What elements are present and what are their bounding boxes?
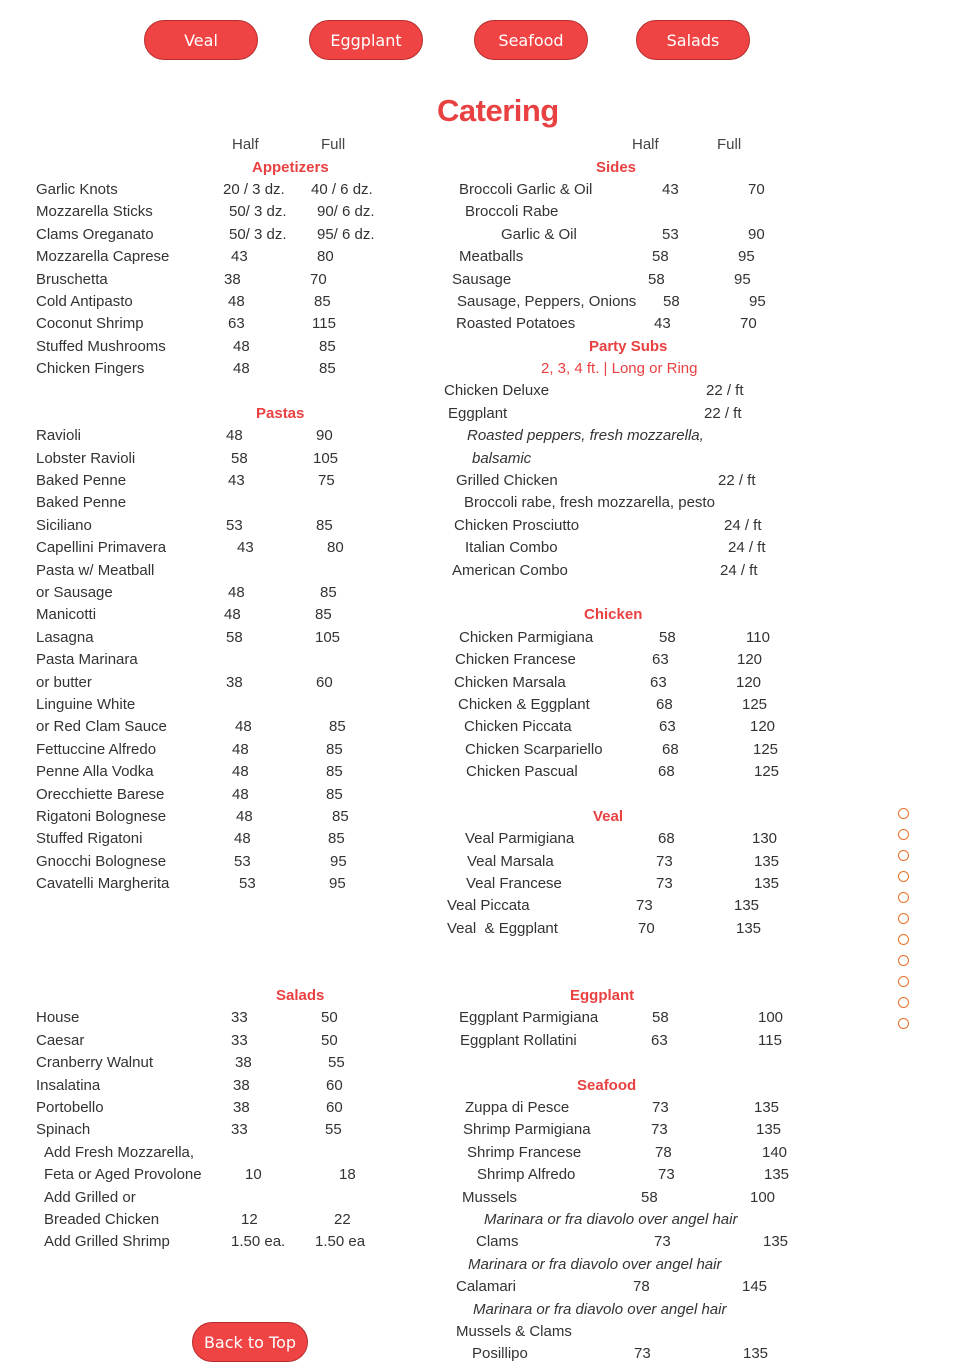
menu-item-name: Veal Francese <box>466 875 562 892</box>
menu-item-full: 95 <box>330 853 347 870</box>
menu-item-name: Eggplant <box>448 405 508 422</box>
menu-item-full: 85 <box>314 293 331 310</box>
menu-item-full: 85 <box>320 584 337 601</box>
menu-item-half: 73 <box>634 1345 651 1362</box>
menu-item-full: 85 <box>319 338 336 355</box>
left-full-header: Full <box>321 136 346 153</box>
menu-item-half: 53 <box>239 875 256 892</box>
menu-item-full: 60 <box>326 1077 343 1094</box>
menu-item-half: 73 <box>636 897 653 914</box>
menu-item-full: 70 <box>310 271 327 288</box>
menu-item-full: 100 <box>750 1189 776 1206</box>
left-half-header: Half <box>232 136 259 153</box>
menu-item-full: 95/ 6 dz. <box>317 226 375 243</box>
menu-item-full: 120 <box>750 718 776 735</box>
menu-item-half: 73 <box>654 1233 671 1250</box>
seafood-heading: Seafood <box>577 1077 637 1094</box>
menu-item-full: 60 <box>326 1099 343 1116</box>
menu-item-full: 115 <box>758 1032 782 1049</box>
menu-item-half: 73 <box>651 1121 668 1138</box>
menu-item-name: Insalatina <box>36 1077 101 1094</box>
right-full-header: Full <box>717 136 742 153</box>
back-to-top-button[interactable]: Back to Top <box>192 1322 308 1362</box>
eggplant-heading: Eggplant <box>570 987 635 1004</box>
menu-item-name: Italian Combo <box>465 539 558 556</box>
menu-item-full: 85 <box>329 718 346 735</box>
menu-item-full: 135 <box>756 1121 782 1138</box>
menu-item-full: 125 <box>742 696 768 713</box>
menu-item-half: 73 <box>652 1099 669 1116</box>
veal-nav-button[interactable]: Veal <box>144 20 258 60</box>
menu-item-full: 120 <box>736 674 762 691</box>
menu-item-half: 58 <box>226 629 243 646</box>
menu-item-full: 85 <box>332 808 349 825</box>
menu-item-name: or Sausage <box>36 584 113 601</box>
menu-item-full: 95 <box>329 875 346 892</box>
menu-item-name: Ravioli <box>36 427 82 444</box>
menu-item-half: 43 <box>662 181 679 198</box>
salads-nav-button[interactable]: Salads <box>636 20 750 60</box>
menu-item-full: 18 <box>339 1166 356 1183</box>
chicken-heading: Chicken <box>584 606 643 623</box>
menu-item-description: Roasted peppers, fresh mozzarella, <box>467 427 704 444</box>
menu-item-full: 50 <box>321 1032 338 1049</box>
menu-item-half: 58 <box>231 450 248 467</box>
menu-item-half: 58 <box>663 293 680 310</box>
menu-item-name: Baked Penne <box>36 494 127 511</box>
menu-item-price: 22 / ft <box>704 405 742 422</box>
menu-item-full: 95 <box>734 271 751 288</box>
menu-item-name: Shrimp Alfredo <box>477 1166 576 1183</box>
menu-item-half: 48 <box>236 808 253 825</box>
menu-item-name: Chicken Piccata <box>464 718 572 735</box>
menu-item-full: 135 <box>754 875 780 892</box>
menu-item-full: 55 <box>325 1121 342 1138</box>
menu-item-half: 38 <box>224 271 241 288</box>
menu-item-name: Chicken Parmigiana <box>459 629 594 646</box>
menu-item-name: Cavatelli Margherita <box>36 875 170 892</box>
menu-item-half: 58 <box>659 629 676 646</box>
menu-item-half: 63 <box>228 315 245 332</box>
menu-item-name: Add Fresh Mozzarella, <box>44 1144 195 1161</box>
menu-item-full: 1.50 ea <box>315 1233 366 1250</box>
menu-item-half: 78 <box>655 1144 672 1161</box>
menu-item-half: 53 <box>226 517 243 534</box>
pastas-heading: Pastas <box>256 405 305 422</box>
menu-item-half: 58 <box>652 1009 669 1026</box>
menu-item-name: Chicken Prosciutto <box>454 517 580 534</box>
menu-item-full: 80 <box>317 248 334 265</box>
menu-item-full: 115 <box>312 315 336 332</box>
section-anchor-dot-2[interactable] <box>898 829 909 840</box>
menu-item-name: American Combo <box>452 562 568 579</box>
menu-item-full: 90 <box>316 427 333 444</box>
menu-item-description: Marinara or fra diavolo over angel hair <box>484 1211 738 1228</box>
menu-item-half: 68 <box>658 763 675 780</box>
section-anchor-dot-5[interactable] <box>898 892 909 903</box>
menu-item-name: Cranberry Walnut <box>36 1054 153 1071</box>
menu-item-name: Gnocchi Bolognese <box>36 853 167 870</box>
menu-item-name: Sausage <box>452 271 512 288</box>
menu-item-full: 85 <box>326 786 343 803</box>
menu-item-full: 55 <box>328 1054 345 1071</box>
menu-item-half: 48 <box>234 830 251 847</box>
menu-item-full: 135 <box>754 1099 780 1116</box>
menu-item-half: 63 <box>650 674 667 691</box>
section-anchor-dot-1[interactable] <box>898 808 909 819</box>
section-anchor-dot-3[interactable] <box>898 850 909 861</box>
menu-item-full: 22 <box>334 1211 351 1228</box>
menu-item-half: 48 <box>226 427 243 444</box>
menu-item-name: Capellini Primavera <box>36 539 167 556</box>
page-title: Catering <box>437 93 559 128</box>
menu-item-description: Marinara or fra diavolo over angel hair <box>473 1301 727 1318</box>
section-anchor-dot-6[interactable] <box>898 913 909 924</box>
menu-item-full: 145 <box>742 1278 768 1295</box>
menu-item-name: Roasted Potatoes <box>456 315 576 332</box>
menu-item-name: Penne Alla Vodka <box>36 763 154 780</box>
menu-item-name: Chicken Francese <box>455 651 576 668</box>
menu-item-name: Stuffed Rigatoni <box>36 830 143 847</box>
menu-item-name: Eggplant Rollatini <box>460 1032 577 1049</box>
menu-item-name: Lobster Ravioli <box>36 450 136 467</box>
section-anchor-dot-9[interactable] <box>898 976 909 987</box>
menu-item-name: Garlic & Oil <box>501 226 577 243</box>
menu-item-full: 95 <box>738 248 755 265</box>
sides-heading: Sides <box>596 159 637 176</box>
menu-item-full: 135 <box>764 1166 790 1183</box>
menu-item-full: 125 <box>753 741 779 758</box>
menu-item-name: Linguine White <box>36 696 136 713</box>
menu-item-half: 48 <box>228 584 245 601</box>
menu-item-name: Shrimp Francese <box>467 1144 582 1161</box>
menu-item-name: Chicken Pascual <box>466 763 578 780</box>
menu-item-half: 73 <box>656 875 673 892</box>
menu-item-name: Bruschetta <box>36 271 108 288</box>
menu-item-half: 58 <box>641 1189 658 1206</box>
menu-item-half: 38 <box>233 1077 250 1094</box>
menu-item-name: Broccoli Rabe <box>465 203 559 220</box>
menu-item-half: 58 <box>648 271 665 288</box>
menu-item-name: Veal Parmigiana <box>465 830 575 847</box>
menu-item-full: 90 <box>748 226 765 243</box>
party-subs-heading: Party Subs <box>589 338 668 355</box>
menu-item-name: Fettuccine Alfredo <box>36 741 157 758</box>
menu-item-half: 48 <box>232 763 249 780</box>
menu-item-half: 58 <box>652 248 669 265</box>
menu-item-name: Lasagna <box>36 629 94 646</box>
menu-item-half: 48 <box>228 293 245 310</box>
menu-item-name: Calamari <box>456 1278 517 1295</box>
section-anchor-dot-11[interactable] <box>898 1018 909 1029</box>
menu-item-half: 12 <box>241 1211 258 1228</box>
menu-item-name: or butter <box>36 674 92 691</box>
menu-item-description: Broccoli rabe, fresh mozzarella, pesto <box>464 494 715 511</box>
menu-item-description: Marinara or fra diavolo over angel hair <box>468 1256 722 1273</box>
menu-item-full: 85 <box>315 606 332 623</box>
menu-item-full: 130 <box>752 830 778 847</box>
menu-item-half: 43 <box>654 315 671 332</box>
menu-item-name: Portobello <box>36 1099 104 1116</box>
menu-item-price: 22 / ft <box>718 472 756 489</box>
menu-item-half: 10 <box>245 1166 262 1183</box>
menu-item-half: 38 <box>235 1054 252 1071</box>
menu-item-full: 75 <box>318 472 335 489</box>
menu-item-half: 68 <box>658 830 675 847</box>
salads-heading: Salads <box>276 987 325 1004</box>
menu-item-half: 63 <box>659 718 676 735</box>
menu-item-full: 85 <box>328 830 345 847</box>
menu-item-name: Feta or Aged Provolone <box>44 1166 202 1183</box>
menu-item-price: 24 / ft <box>724 517 762 534</box>
menu-item-half: 48 <box>233 338 250 355</box>
menu-item-name: Broccoli Garlic & Oil <box>459 181 593 198</box>
menu-item-name: Shrimp Parmigiana <box>463 1121 591 1138</box>
menu-item-name: Add Grilled Shrimp <box>44 1233 170 1250</box>
menu-item-name: Coconut Shrimp <box>36 315 144 332</box>
menu-item-name: Stuffed Mushrooms <box>36 338 166 355</box>
menu-item-full: 135 <box>736 920 762 937</box>
menu-item-name: Orecchiette Barese <box>36 786 165 803</box>
menu-item-half: 48 <box>232 786 249 803</box>
menu-item-half: 33 <box>231 1009 248 1026</box>
menu-item-name: Mozzarella Caprese <box>36 248 170 265</box>
menu-item-half: 53 <box>234 853 251 870</box>
menu-item-name: Veal Piccata <box>447 897 530 914</box>
menu-item-full: 140 <box>762 1144 788 1161</box>
menu-item-half: 20 / 3 dz. <box>223 181 285 198</box>
menu-item-full: 95 <box>749 293 766 310</box>
menu-item-price: 24 / ft <box>720 562 758 579</box>
menu-item-name: Siciliano <box>36 517 92 534</box>
menu-item-half: 43 <box>237 539 254 556</box>
menu-item-full: 135 <box>754 853 780 870</box>
party-subs-subheading: 2, 3, 4 ft. | Long or Ring <box>541 360 698 377</box>
menu-item-full: 105 <box>315 629 341 646</box>
appetizers-heading: Appetizers <box>252 159 329 176</box>
section-anchor-dot-8[interactable] <box>898 955 909 966</box>
menu-item-half: 48 <box>233 360 250 377</box>
menu-item-name: House <box>36 1009 80 1026</box>
menu-item-half: 53 <box>662 226 679 243</box>
menu-item-half: 48 <box>224 606 241 623</box>
menu-item-full: 85 <box>326 741 343 758</box>
menu-item-half: 73 <box>658 1166 675 1183</box>
menu-item-name: Pasta Marinara <box>36 651 138 668</box>
menu-item-price: 22 / ft <box>706 382 744 399</box>
menu-item-name: Baked Penne <box>36 472 127 489</box>
eggplant-nav-button[interactable]: Eggplant <box>309 20 423 60</box>
menu-item-price: 24 / ft <box>728 539 766 556</box>
menu-item-full: 135 <box>763 1233 789 1250</box>
veal-heading: Veal <box>593 808 624 825</box>
menu-item-name: Add Grilled or <box>44 1189 136 1206</box>
seafood-nav-button[interactable]: Seafood <box>474 20 588 60</box>
menu-item-full: 105 <box>313 450 339 467</box>
menu-item-half: 68 <box>656 696 673 713</box>
menu-item-name: Mussels & Clams <box>456 1323 572 1340</box>
menu-item-full: 70 <box>740 315 757 332</box>
menu-item-name: Clams Oreganato <box>36 226 154 243</box>
menu-item-half: 78 <box>633 1278 650 1295</box>
menu-item-full: 135 <box>743 1345 769 1362</box>
menu-item-full: 85 <box>316 517 333 534</box>
menu-item-name: Chicken & Eggplant <box>458 696 590 713</box>
menu-item-full: 120 <box>737 651 763 668</box>
menu-item-half: 48 <box>232 741 249 758</box>
menu-item-half: 33 <box>231 1032 248 1049</box>
menu-item-name: Manicotti <box>36 606 97 623</box>
menu-item-name: Garlic Knots <box>36 181 118 198</box>
menu-item-name: Chicken Marsala <box>454 674 566 691</box>
menu-item-half: 38 <box>226 674 243 691</box>
menu-item-name: Breaded Chicken <box>44 1211 160 1228</box>
menu-item-name: Chicken Deluxe <box>444 382 550 399</box>
menu-item-name: Mussels <box>462 1189 518 1206</box>
menu-item-half: 43 <box>231 248 248 265</box>
section-anchor-dot-4[interactable] <box>898 871 909 882</box>
menu-item-half: 63 <box>651 1032 668 1049</box>
menu-item-name: Pasta w/ Meatball <box>36 562 155 579</box>
menu-item-full: 70 <box>748 181 765 198</box>
menu-item-full: 85 <box>326 763 343 780</box>
menu-item-full: 40 / 6 dz. <box>311 181 373 198</box>
menu-item-full: 85 <box>319 360 336 377</box>
menu-item-name: Veal & Eggplant <box>447 920 558 937</box>
menu-item-half: 50/ 3 dz. <box>229 226 287 243</box>
menu-item-name: Meatballs <box>459 248 524 265</box>
menu-item-half: 63 <box>652 651 669 668</box>
right-half-header: Half <box>632 136 659 153</box>
menu-item-name: Posillipo <box>472 1345 528 1362</box>
menu-item-half: 50/ 3 dz. <box>229 203 287 220</box>
menu-item-full: 60 <box>316 674 333 691</box>
menu-item-name: Spinach <box>36 1121 91 1138</box>
menu-item-name: Veal Marsala <box>467 853 554 870</box>
menu-item-name: Caesar <box>36 1032 85 1049</box>
section-anchor-dot-10[interactable] <box>898 997 909 1008</box>
menu-item-name: Rigatoni Bolognese <box>36 808 167 825</box>
menu-item-full: 90/ 6 dz. <box>317 203 375 220</box>
menu-item-name: or Red Clam Sauce <box>36 718 167 735</box>
menu-item-full: 110 <box>746 629 770 646</box>
menu-item-name: Cold Antipasto <box>36 293 133 310</box>
menu-item-half: 48 <box>235 718 252 735</box>
menu-item-name: Chicken Fingers <box>36 360 145 377</box>
menu-item-full: 100 <box>758 1009 784 1026</box>
menu-item-full: 50 <box>321 1009 338 1026</box>
menu-item-name: Clams <box>476 1233 519 1250</box>
menu-item-name: Grilled Chicken <box>456 472 558 489</box>
menu-item-half: 73 <box>656 853 673 870</box>
menu-item-full: 135 <box>734 897 760 914</box>
menu-item-name: Eggplant Parmigiana <box>459 1009 599 1026</box>
menu-item-name: Chicken Scarpariello <box>465 741 603 758</box>
menu-item-name: Sausage, Peppers, Onions <box>457 293 637 310</box>
menu-item-half: 38 <box>233 1099 250 1116</box>
menu-item-description: balsamic <box>472 450 532 467</box>
menu-item-name: Mozzarella Sticks <box>36 203 153 220</box>
menu-item-half: 1.50 ea. <box>231 1233 286 1250</box>
menu-item-half: 33 <box>231 1121 248 1138</box>
menu-item-half: 70 <box>638 920 655 937</box>
menu-item-full: 125 <box>754 763 780 780</box>
section-anchor-dot-7[interactable] <box>898 934 909 945</box>
menu-item-full: 80 <box>327 539 344 556</box>
menu-item-name: Zuppa di Pesce <box>465 1099 570 1116</box>
menu-item-half: 43 <box>228 472 245 489</box>
menu-item-half: 68 <box>662 741 679 758</box>
